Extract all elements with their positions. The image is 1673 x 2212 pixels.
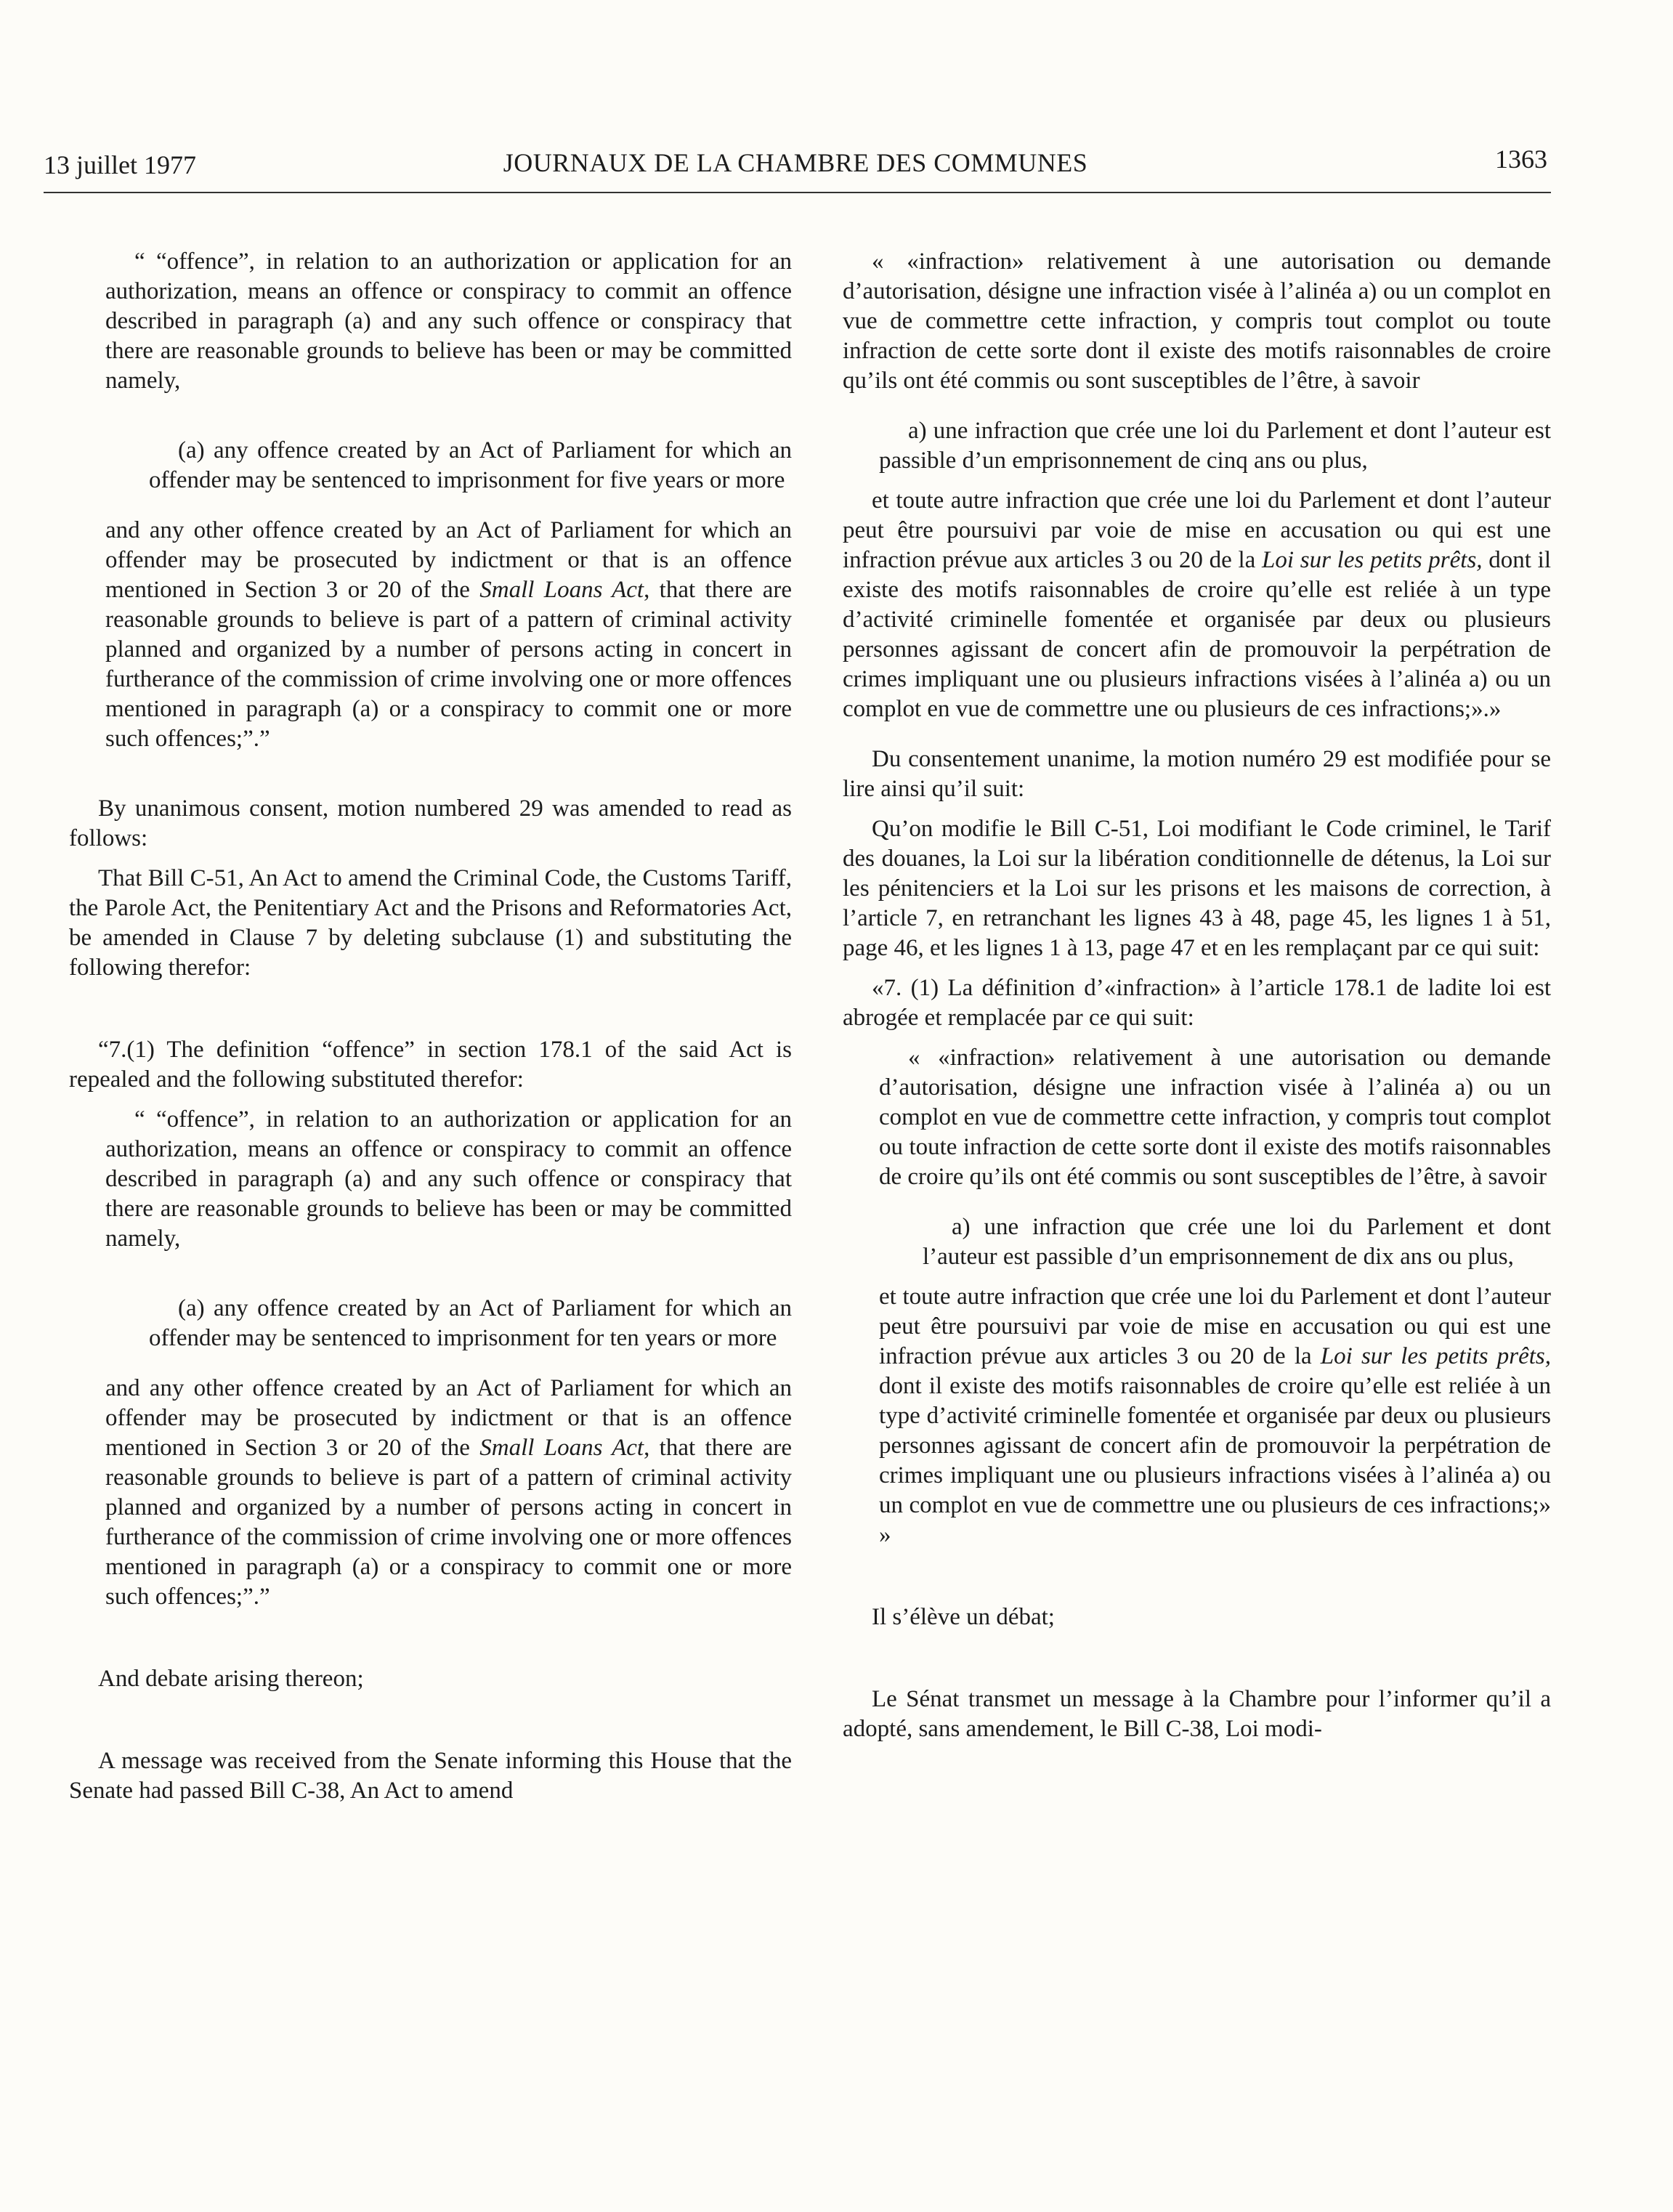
header-title: JOURNAUX DE LA CHAMBRE DES COMMUNES [503, 148, 1088, 177]
fr-senate-message: Le Sénat transmet un message à la Chambre pour l’informer qu’il a adopté, sans amendement, le Bill C-38, Loi modi- [843, 1686, 1551, 1742]
en-other-offence-2: and any other offence created by an Act of Parliament for which an offender may be prosecuted by indictment or that is an offence mentioned in Section 3 or 20 of the Small Loans Act, that there are reasonable grounds to believe is part of a pattern of criminal activity planned and organized by a number of persons acting in concert in furtherance of the commission of crime involving one or more offences mentioned in paragraph (a) or a conspiracy to commit one or more such offences;”.” [105, 1375, 793, 1610]
fr-definition-repealed: «7. (1) La définition d’«infraction» à l’article 178.1 de ladite loi est abrogée et remplacée par ce qui suit: [843, 975, 1551, 1031]
fr-loi-petits-prets-2: Loi sur les petits prêts, [1320, 1343, 1552, 1369]
en-offence-definition-2: “ “offence”, in relation to an authorization or application for an authorization, means an offence or conspiracy to commit an offence described in paragraph (a) and any such offence or conspiracy that there are reasonable grounds to believe has been or may be committed namely, [105, 1106, 792, 1252]
en-small-loans-act: Small Loans Act [479, 577, 644, 603]
en-debate: And debate arising thereon; [98, 1666, 364, 1692]
en-offence-definition: “ “offence”, in relation to an authorization or application for an authorization, means an offence or conspiracy to commit an offence described in paragraph (a) and any such offence or conspiracy that there are reasonable grounds to believe has been or may be committed namely, [105, 248, 792, 394]
fr-debate: Il s’élève un débat; [872, 1604, 1055, 1630]
en-unanimous-consent: By unanimous consent, motion numbered 29 was amended to read as follows: [69, 795, 792, 851]
page-number: 1363 [1495, 145, 1547, 174]
fr-paragraph-a-2: a) une infraction que crée une loi du Parlement et dont l’auteur est passible d’un emprisonnement de dix ans ou plus, [923, 1214, 1551, 1270]
fr-bill-c51: Qu’on modifie le Bill C-51, Loi modifiant le Code criminel, le Tarif des douanes, la Loi sur la libération conditionnelle de détenus, la Loi sur les pénitenciers et la Loi sur les prisons et les maisons de correction, à l’article 7, en retranchant les lignes 43 à 48, page 45, les lignes 1 à 51, page 46, et les lignes 1 à 13, page 47 et en les remplaçant par ce qui suit: [843, 816, 1551, 961]
english-column [69, 247, 792, 1806]
fr-offence-definition: « «infraction» relativement à une autorisation ou demande d’autorisation, désigne une infraction visée à l’alinéa a) ou un complot en vue de commettre cette infraction, y compris tout complot ou toute infraction de cette sorte dont il existe des motifs raisonnables de croire qu’ils ont été commis ou sont susceptibles de l’être, à savoir [843, 248, 1551, 394]
header-date: 13 juillet 1977 [44, 150, 196, 179]
en-other-offence: and any other offence created by an Act of Parliament for which an offender may be prosecuted by indictment or that is an offence mentioned in Section 3 or 20 of the Small Loans Act, that there are reasonable grounds to believe is part of a pattern of criminal activity planned and organized by a number of persons acting in concert in furtherance of the commission of crime involving one or more offences mentioned in paragraph (a) or a conspiracy to commit one or more such offences;”.” [105, 517, 793, 752]
fr-unanimous-consent: Du consentement unanime, la motion numéro 29 est modifiée pour se lire ainsi qu’il suit: [843, 746, 1551, 802]
fr-paragraph-a: a) une infraction que crée une loi du Parlement et dont l’auteur est passible d’un emprisonnement de cinq ans ou plus, [879, 418, 1551, 474]
en-paragraph-a: (a) any offence created by an Act of Parliament for which an offender may be sentenced to imprisonment for five years or more [149, 437, 792, 493]
en-bill-c51: That Bill C-51, An Act to amend the Criminal Code, the Customs Tariff, the Parole Act, the Penitentiary Act and the Prisons and Reformatories Act, be amended in Clause 7 by deleting subclause (1) and substituting the following therefor: [69, 865, 792, 981]
en-senate-message: A message was received from the Senate informing this House that the Senate had passed Bill C-38, An Act to amend [69, 1748, 792, 1804]
fr-other-offence-2: et toute autre infraction que crée une loi du Parlement et dont l’auteur peut être poursuivi par voie de mise en accusation ou qui est une infraction prévue aux articles 3 ou 20 de la Loi sur les petits prêts, dont il existe des motifs raisonnables de croire qu’elle est reliée à un type d’activité criminelle fomentée et organisée par deux ou plusieurs personnes agissant de concert afin de promouvoir la perpétration de crimes impliquant une ou plusieurs infractions visées à l’alinéa a) ou un complot en vue de commettre une ou plusieurs de ces infractions;» » [879, 1284, 1552, 1548]
fr-other-offence: et toute autre infraction que crée une loi du Parlement et dont l’auteur peut être poursuivi par voie de mise en accusation ou qui est une infraction prévue aux articles 3 ou 20 de la Loi sur les petits prêts, dont il existe des motifs raisonnables de croire qu’elle est reliée à un type d’activité criminelle fomentée et organisée par deux ou plusieurs personnes agissant de concert afin de promouvoir la perpétration de crimes impliquant une ou plusieurs infractions visées à l’alinéa a) ou un complot en vue de commettre une ou plusieurs de ces infractions;».» [843, 487, 1552, 722]
en-definition-repealed: “7.(1) The definition “offence” in section 178.1 of the said Act is repealed and the following substituted therefor: [69, 1037, 792, 1093]
en-paragraph-a-2: (a) any offence created by an Act of Parliament for which an offender may be sentenced to imprisonment for ten years or more [149, 1295, 792, 1351]
en-small-loans-act-2: Small Loans Act [479, 1435, 644, 1461]
french-column [843, 247, 1551, 1744]
fr-offence-definition-2: « «infraction» relativement à une autorisation ou demande d’autorisation, désigne une infraction visée à l’alinéa a) ou un complot en vue de commettre cette infraction, y compris tout complot ou toute infraction de cette sorte dont il existe des motifs raisonnables de croire qu’ils ont été commis ou sont susceptibles de l’être, à savoir [879, 1045, 1551, 1190]
header-rule [44, 192, 1551, 193]
fr-loi-petits-prets: Loi sur les petits prêts, [1262, 547, 1483, 573]
